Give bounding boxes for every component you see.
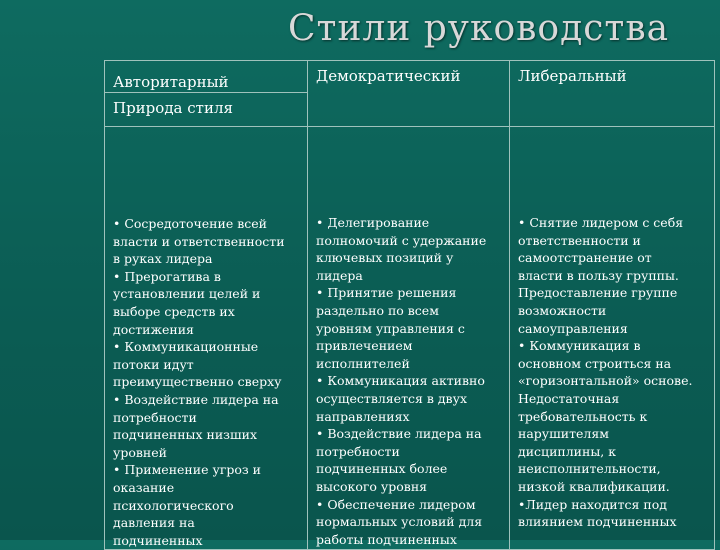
text-line: • Сосредоточение всей xyxy=(113,216,267,231)
text-line: требовательность к xyxy=(518,408,648,424)
text-line: «горизонтальной» основе. xyxy=(518,373,693,389)
text-line: влиянием подчиненных xyxy=(518,514,677,530)
text-line: потребности xyxy=(316,443,400,459)
subheader-style-nature xyxy=(105,93,308,127)
leadership-styles-table xyxy=(104,60,715,550)
text-line: установлении целей и xyxy=(113,286,261,302)
text-line: основном строиться на xyxy=(518,355,672,371)
text-line: ключевых позиций у xyxy=(316,250,454,266)
text-line: •Лидер находится под xyxy=(518,496,667,512)
text-line: подчиненных более xyxy=(316,461,448,477)
text-line: • Коммуникация в xyxy=(518,338,641,354)
text-line: потребности xyxy=(113,409,197,425)
text-line: оказание xyxy=(113,479,175,495)
text-line: низкой квалификации. xyxy=(518,478,670,494)
text-line: • Коммуникация активно xyxy=(316,373,485,389)
text-line: уровням управления с xyxy=(316,320,465,336)
header-liberal xyxy=(510,61,715,127)
text-line: в руках лидера xyxy=(113,251,213,267)
text-line: неисполнительности, xyxy=(518,461,661,477)
text-line: • Воздействие лидера на xyxy=(316,426,482,442)
text-line: • Принятие решения xyxy=(316,285,457,301)
text-line: работы подчиненных xyxy=(316,531,457,547)
text-line: власти в пользу группы. xyxy=(518,267,679,283)
text-line: подчиненных низших xyxy=(113,427,257,443)
liberal-description xyxy=(510,127,715,550)
header-authoritarian-label: Авторитарный xyxy=(113,73,229,91)
text-line: • Коммуникационные xyxy=(113,339,259,355)
text-line: власти и ответственности xyxy=(113,233,285,249)
header-liberal-label: Либеральный xyxy=(518,67,627,85)
text-line: Предоставление группе xyxy=(518,285,678,301)
page-title: Стили руководства xyxy=(288,8,670,49)
text-line: возможности xyxy=(518,302,607,318)
header-authoritarian xyxy=(105,61,308,93)
authoritarian-description xyxy=(105,127,308,550)
text-line: полномочий с удержание xyxy=(316,232,487,248)
text-line: самоотстранение от xyxy=(518,250,652,266)
text-line: осуществляется в двух xyxy=(316,390,468,406)
text-line: нормальных условий для xyxy=(316,514,483,530)
text-line: выборе средств их xyxy=(113,303,235,319)
text-line: Недостаточная xyxy=(518,390,620,406)
text-line: • Воздействие лидера на xyxy=(113,391,279,407)
text-line: самоуправления xyxy=(518,320,628,336)
text-line: психологического xyxy=(113,497,234,513)
text-line: • Прерогатива в xyxy=(113,268,221,284)
text-line: ответственности и xyxy=(518,232,641,248)
text-line: дисциплины, к xyxy=(518,443,617,459)
header-democratic xyxy=(308,61,510,127)
democratic-description xyxy=(308,127,510,550)
text-line: достижения xyxy=(113,321,194,337)
text-line: • Снятие лидером с себя xyxy=(518,215,684,230)
text-line: • Обеспечение лидером xyxy=(316,496,476,512)
text-line: уровней xyxy=(113,444,167,460)
text-line: высокого уровня xyxy=(316,478,428,494)
text-line: исполнителей xyxy=(316,355,410,371)
text-line: потоки идут xyxy=(113,356,194,372)
subheader-style-nature-label: Природа стиля xyxy=(113,99,233,117)
text-line: раздельно по всем xyxy=(316,302,439,318)
text-line: • Делегирование xyxy=(316,215,430,230)
text-line: преимущественно сверху xyxy=(113,374,282,390)
text-line: привлечением xyxy=(316,338,413,354)
header-democratic-label: Демократический xyxy=(316,67,461,85)
text-line: нарушителям xyxy=(518,426,609,442)
text-line: направлениях xyxy=(316,408,410,424)
text-line: подчиненных xyxy=(113,532,203,548)
text-line: лидера xyxy=(316,267,363,283)
text-line: давления на xyxy=(113,515,195,531)
text-line: • Применение угроз и xyxy=(113,462,262,478)
